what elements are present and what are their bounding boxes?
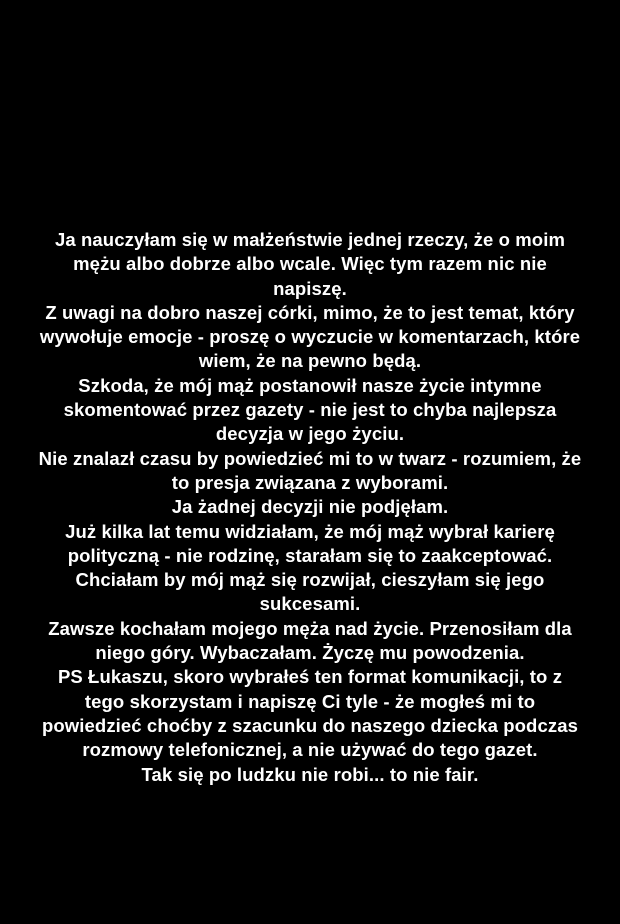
story-text-line: Z uwagi na dobro naszej córki, mimo, że to jest temat, który [45,301,575,323]
story-text-line: Już kilka lat temu widziałam, że mój mąż wybrał karierę [65,520,555,542]
story-text-line: to presja związana z wyborami. [171,471,449,493]
story-text-line: napiszę. [273,277,347,299]
story-text-line: skomentować przez gazety - nie jest to chyba najlepsza [63,399,557,421]
story-text-line: rozmowy telefonicznej, a nie używać do tego gazet. [82,739,538,761]
story-text-line: Nie znalazł czasu by powiedzieć mi to w twarz - rozumiem, że [38,447,582,469]
story-text-line: powiedzieć choćby z szacunku do naszego dziecka podczas [42,714,578,736]
story-text-line: decyzja w jego życiu. [215,423,405,445]
story-text-line: Ja nauczyłam się w małżeństwie jednej rzeczy, że o moim [55,229,565,250]
story-text-line: polityczną - nie rodzinę, starałam się to zaakceptować. [67,544,553,566]
story-text-line: wiem, że na pewno będą. [198,350,422,372]
story-text-line: sukcesami. [259,593,361,615]
story-text-line: Ja żadnej decyzji nie podjęłam. [171,496,449,518]
story-text-line: wywołuje emocje - proszę o wyczucie w komentarzach, które [39,326,581,348]
story-text-line: tego skorzystam i napiszę Ci tyle - że mogłeś mi to [84,690,536,712]
story-text-line: mężu albo dobrze albo wcale. Więc tym razem nic nie [73,253,547,275]
story-text-line: PS Łukaszu, skoro wybrałeś ten format komunikacji, to z [57,666,563,688]
story-text-line: niego góry. Wybaczałam. Życzę mu powodzenia. [95,642,525,664]
story-text [10,228,610,787]
story-text-line: Szkoda, że mój mąż postanowił nasze życie intymne [78,374,542,396]
story-text-line: Chciałam by mój mąż się rozwijał, cieszyłam się jego [75,569,545,591]
story-text-line: Tak się po ludzku nie robi... to nie fair. [141,763,479,785]
story-text-line: Zawsze kochałam mojego męża nad życie. Przenosiłam dla [48,617,572,639]
